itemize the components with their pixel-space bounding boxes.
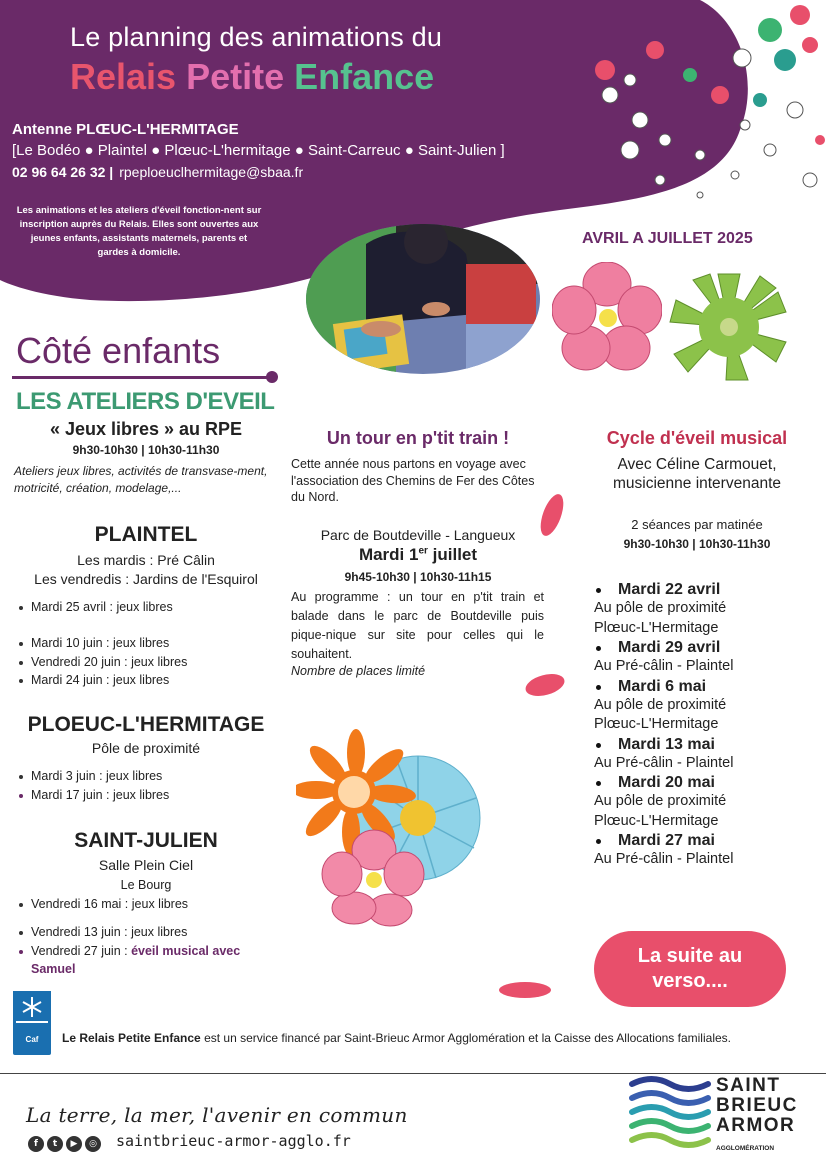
session-date: Mardi 29 avril: [594, 638, 824, 657]
music-subtitle: [572, 455, 822, 493]
ploeuc-heading: PLOEUC-L'HERMITAGE: [27, 713, 265, 736]
sba-line: ARMOR: [716, 1115, 796, 1136]
contact-line: [12, 164, 303, 180]
jeux-description: Ateliers jeux libres, activités de transvase-ment, motricité, création, modelage,...: [14, 464, 268, 495]
list-item: Vendredi 16 mai : jeux libres: [16, 895, 188, 914]
train-program: Au programme : un tour en p'tit train et balade dans le parc de Boutdeville puis pique-nique sur site pour celles qui le souhaitent.: [291, 590, 544, 661]
music-sessions: [594, 580, 824, 870]
session-location: Plœuc-L'Hermitage: [594, 619, 719, 636]
train-date-main: Mardi 1: [358, 545, 419, 564]
suite-line2: verso....: [652, 970, 728, 992]
suite-verso-badge: [594, 931, 786, 1007]
communes-list: [Le Bodéo ● Plaintel ● Plœuc-L'hermitage ● Saint-Carreuc ● Saint-Julien ]: [12, 142, 505, 159]
ploeuc-dates: [16, 767, 169, 804]
session-date: Mardi 20 mai: [594, 773, 824, 792]
header-title: Le planning des animations du: [70, 22, 443, 52]
saintjulien-line2: Le Bourg: [120, 878, 172, 892]
music-title: Cycle d'éveil musical: [606, 428, 788, 448]
sba-brand: [716, 1076, 798, 1136]
plaintel-line1: Les mardis : Pré Câlin: [77, 552, 215, 568]
ploeuc-line1: Pôle de proximité: [91, 740, 201, 756]
list-item: Mardi 17 juin : jeux libres: [16, 786, 169, 805]
session-date: Mardi 6 mai: [594, 677, 824, 696]
section-title: Côté enfants: [16, 330, 221, 371]
antenne-name: Antenne PLŒUC-L'HERMITAGE: [12, 121, 239, 138]
music-sub2: musicienne intervenante: [612, 475, 782, 492]
saintjulien-line1: Salle Plein Ciel: [98, 857, 194, 873]
saintjulien-dates-b: [16, 923, 276, 979]
jeux-hours: 9h30-10h30 | 10h30-11h30: [72, 443, 220, 457]
website-link[interactable]: saintbrieuc-armor-agglo.fr: [116, 1132, 351, 1150]
plaintel-heading: PLAINTEL: [94, 523, 198, 546]
rpe-word-enfance: Enfance: [294, 56, 435, 97]
train-date-tail: juillet: [427, 545, 478, 564]
twitter-icon[interactable]: t: [47, 1136, 63, 1152]
caf-text: Caf: [25, 1035, 39, 1044]
list-item: [16, 942, 276, 979]
finance-rest: est un service financé par Saint-Brieuc Armor Agglomération et la Caisse des Allocations familiales.: [200, 1031, 731, 1045]
plaintel-dates-a: [16, 598, 173, 617]
session-location: Au Pré-câlin - Plaintel: [594, 658, 734, 674]
list-item: Vendredi 20 juin : jeux libres: [16, 653, 187, 672]
session-location: Au Pré-câlin - Plaintel: [594, 754, 734, 771]
session-date: Mardi 13 mai: [594, 735, 824, 754]
list-item: Mardi 24 juin : jeux libres: [16, 671, 187, 690]
train-intro: Cette année nous partons en voyage avec l'association des Chemins de Fer des Côtes du Nord.: [291, 457, 535, 504]
green-flower-top: [668, 272, 790, 382]
list-item: Mardi 3 juin : jeux libres: [16, 767, 169, 786]
caf-logo: [13, 991, 51, 1055]
train-limited: Nombre de places limité: [291, 664, 426, 678]
facebook-icon[interactable]: f: [28, 1136, 44, 1152]
list-item: Mardi 10 juin : jeux libres: [16, 634, 187, 653]
plaintel-dates-b: [16, 634, 187, 690]
eveil-musical-highlight: éveil musical avec Samuel: [31, 943, 241, 976]
intro-text: Les animations et les ateliers d'éveil fonction-nent sur inscription auprès du Relais. Elles sont ouvertes aux jeunes enfants, assistants maternels, parents et gardes à domicile.: [16, 205, 262, 258]
train-place: Parc de Boutdeville - Langueux: [320, 527, 516, 543]
rpe-word-relais: Relais: [70, 56, 177, 97]
petal-bottom: [495, 975, 555, 1005]
section-underline-dot: [266, 371, 278, 383]
plaintel-line2: Les vendredis : Jardins de l'Esquirol: [34, 571, 258, 587]
train-title: Un tour en p'tit train !: [326, 428, 510, 448]
session-location: Au Pré-câlin - Plaintel: [594, 851, 734, 867]
music-sub1: Avec Céline Carmouet,: [617, 456, 777, 473]
list-item: Mardi 25 avril : jeux libres: [16, 598, 173, 617]
session-location: Plœuc-L'Hermitage: [594, 716, 719, 732]
period-label: AVRIL A JUILLET 2025: [582, 230, 753, 247]
finance-bold: Le Relais Petite Enfance: [62, 1031, 201, 1045]
finance-note: [62, 1031, 822, 1045]
saintjulien-heading: SAINT-JULIEN: [74, 829, 218, 852]
email-link[interactable]: rpeploeuclhermitage@sbaa.fr: [119, 164, 304, 180]
phone-number: 02 96 64 26 32 |: [12, 164, 114, 180]
sba-agglo: AGGLOMÉRATION: [716, 1145, 775, 1152]
ateliers-title: LES ATELIERS D'EVEIL: [16, 388, 275, 415]
sba-line: BRIEUC: [716, 1095, 798, 1116]
pink-flower-top: [552, 262, 662, 372]
session-date: Mardi 22 avril: [594, 580, 824, 599]
train-date-sup: er: [418, 545, 428, 557]
suite-line1: La suite au: [637, 945, 743, 967]
flowers-middle: [296, 728, 536, 928]
youtube-icon[interactable]: ▶: [66, 1136, 82, 1152]
rpe-title: [70, 56, 444, 98]
caf-emblem-icon: [13, 991, 51, 1031]
session-location: Au pôle de proximité: [594, 793, 727, 809]
saintjulien-dates-a: [16, 895, 188, 914]
session-location: Plœuc-L'Hermitage: [594, 812, 719, 829]
music-hours: 9h30-10h30 | 10h30-11h30: [623, 537, 771, 551]
last-date-prefix: Vendredi 27 juin :: [31, 943, 132, 958]
rpe-word-petite: Petite: [186, 56, 285, 97]
music-sessions-count: 2 séances par matinée: [631, 517, 763, 532]
sba-waves-logo: [628, 1074, 712, 1156]
session-location: Au pôle de proximité: [594, 696, 727, 713]
session-date: Mardi 27 mai: [594, 831, 824, 850]
sba-line: SAINT: [716, 1075, 781, 1096]
train-date: [290, 545, 546, 565]
jeux-libres-title: « Jeux libres » au RPE: [49, 419, 243, 439]
footer-slogan: La terre, la mer, l'avenir en commun: [26, 1103, 408, 1127]
child-playing-photo: [306, 224, 540, 374]
instagram-icon[interactable]: ◎: [85, 1136, 101, 1152]
petals-decoration: [520, 490, 580, 720]
session-location: Au pôle de proximité: [594, 600, 727, 616]
train-hours: 9h45-10h30 | 10h30-11h15: [344, 570, 492, 584]
section-underline: [12, 376, 272, 379]
list-item: Vendredi 13 juin : jeux libres: [16, 923, 276, 942]
